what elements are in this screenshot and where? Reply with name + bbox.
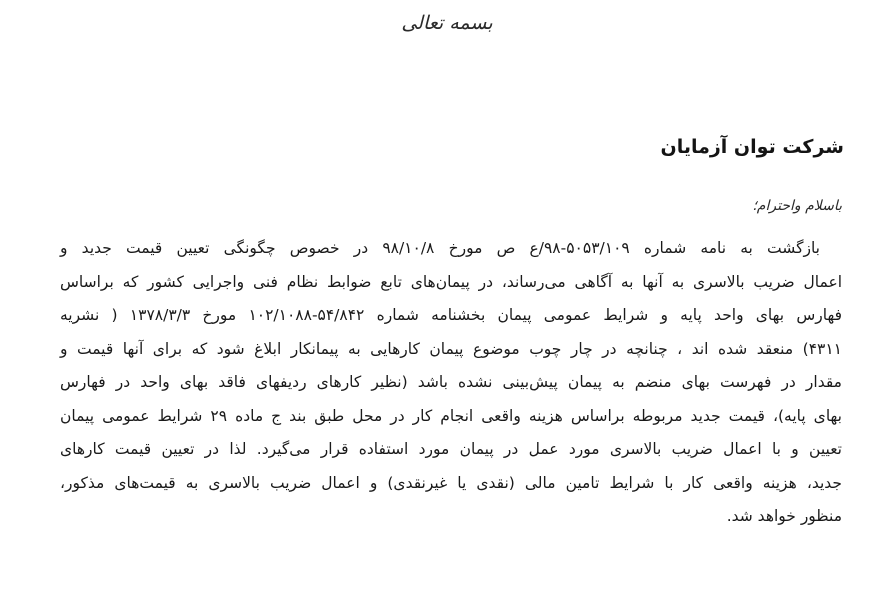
body-line-4: ۴۳۱۱) منعقد شده اند ، چنانچه در چار چوب موضوع پیمان کارهایی به پیمانکار ابلاغ شود که برای آنها قیمت و [60,339,842,358]
body-line-5: مقدار در فهرست بهای منضم به پیمان پیش‌بینی نشده باشد (نظیر کارهای ردیفهای فاقد بهای واحد در فهارس [60,373,842,391]
body-line-2: اعمال ضریب بالاسری به آنها به آگاهی می‌رساند، در پیمان‌های تابع ضوابط نظام فنی واجرایی کشور که براساس [60,272,842,291]
greeting: باسلام واحترام؛ [752,198,842,214]
body-line-8: جدید، هزینه واقعی کار با شرایط تامین مالی (نقدی یا غیرنقدی) و اعمال ضریب بالاسری به قیمت‌های مذکور، [60,473,842,492]
recipient-name: شرکت توان آزمایان [660,136,844,158]
body-line-3: فهارس بهای واحد پایه و شرایط عمومی پیمان بخشنامه شماره ۵۴/۸۴۲-۱۰۲/۱۰۸۸ مورخ ۱۳۷۸/۳/۳ ( نشریه [60,306,842,324]
body-line-1: بازگشت به نامه شماره ۵۰۵۳/۱۰۹-۹۸/ع ص مورخ ۹۸/۱۰/۸ در خصوص چگونگی تعیین قیمت جدید و [60,239,820,257]
body-line-9: منظور خواهد شد. [726,507,842,525]
letter-heading-mark: بسمه تعالی [401,12,493,34]
body-line-6: بهای پایه)، قیمت جدید مربوطه براساس هزینه واقعی انجام کار در محل طبق بند ج ماده ۲۹ شرایط عمومی پیمان [60,406,842,425]
letter-body [60,232,842,534]
body-line-7: تعیین و با اعمال ضریب بالاسری مورد عمل در پیمان مورد استفاده قرار می‌گیرد. لذا در تعیین قیمت کارهای [60,440,842,458]
